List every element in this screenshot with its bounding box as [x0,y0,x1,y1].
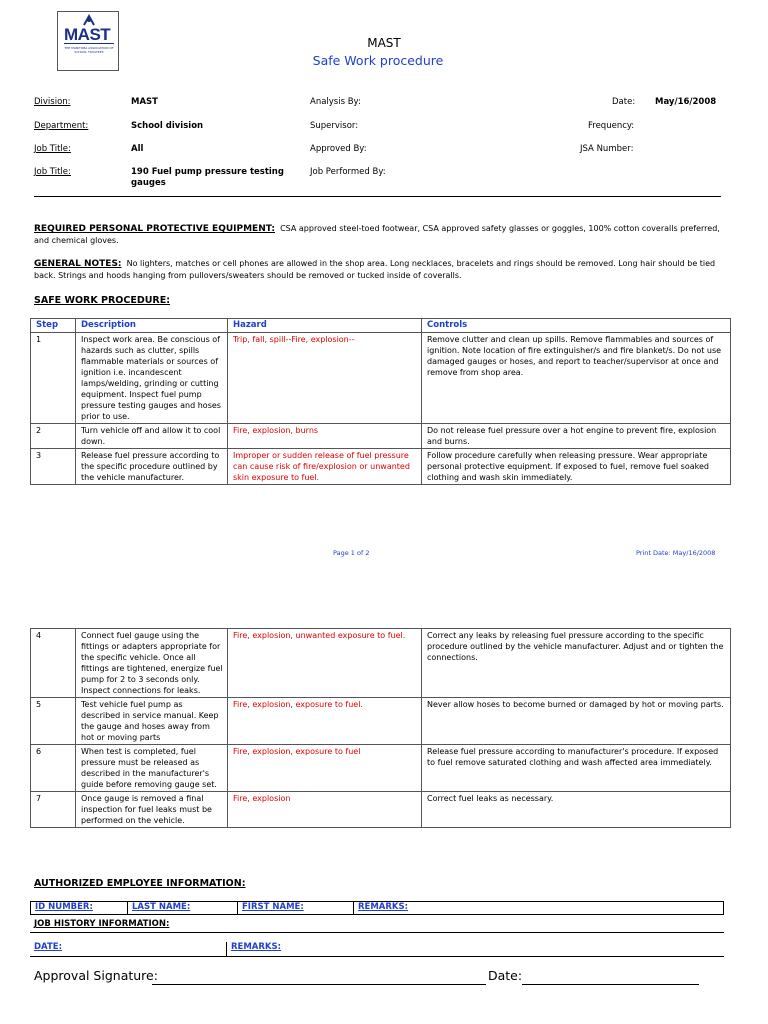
hazard-cell: Fire, explosion, burns [228,424,422,449]
general-notes-text: No lighters, matches or cell phones are allowed in the shop area. Long necklaces, bracelets and rings should be removed. Long hair should be tied back. Strings and hoods hanging from pullovers/sweaters should be removed or tucked inside of coveralls. [34,259,716,280]
hazard-cell: Fire, explosion, unwanted exposure to fuel. [228,629,422,698]
id-number-field[interactable]: ID NUMBER: [35,902,93,912]
table-row [31,745,731,792]
table-row [31,698,731,745]
job-history-remarks-field[interactable]: REMARKS: [231,942,282,952]
hazard-header: Hazard [228,319,422,333]
procedure-table-page-1 [30,318,731,485]
job-history-row [30,942,724,956]
hazard-cell: Fire, explosion, exposure to fuel [228,745,422,792]
date-value: May/16/2008 [655,97,717,107]
department-value: School division [131,121,204,131]
controls-cell: Remove clutter and clean up spills. Remove flammables and sources of ignition. Note location of fire extinguisher/s and fire blanket/s. Do not use damaged gauges or hoses, and report to teacher/supervisor at once and remove from shop area. [422,333,731,424]
job-history-bottom-line [30,956,724,957]
general-notes-paragraph [34,258,722,281]
controls-cell: Do not release fuel pressure over a hot engine to prevent fire, explosion and burns. [422,424,731,449]
analysis-by-label: Analysis By: [310,97,361,107]
controls-cell: Correct any leaks by releasing fuel pressure according to the specific procedure outlined by the vehicle manufacturer. Adjust and or tighten the connections. [422,629,731,698]
last-name-field[interactable]: LAST NAME: [127,902,190,914]
step-cell: 1 [31,333,76,424]
jsa-number-label: JSA Number: [580,144,634,154]
description-cell: Connect fuel gauge using the fittings or adapters appropriate for the specific vehicle. Once all fittings are tightened, energize fuel pump for 2 to 3 seconds only. Inspect connections for leaks. [76,629,228,698]
division-label: Division: [34,97,71,107]
header-divider [34,196,721,197]
description-cell: Test vehicle fuel pump as described in service manual. Keep the gauge and hoses away from hot or moving parts [76,698,228,745]
controls-header: Controls [422,319,731,333]
description-cell: When test is completed, fuel pressure must be released as described in the manufacturer's guide before removing gauge set. [76,745,228,792]
step-header: Step [31,319,76,333]
document-title: Safe Work procedure [312,53,444,68]
page-number: Page 1 of 2 [333,549,370,557]
signature-line[interactable] [152,984,486,985]
general-notes-heading: GENERAL NOTES: [34,259,122,269]
table-row [31,424,731,449]
step-cell: 3 [31,449,76,485]
job-title-label: Job Title: [34,144,71,154]
description-header: Description [76,319,228,333]
controls-cell: Follow procedure carefully when releasing pressure. Wear appropriate personal protective equipment. If exposed to fuel, remove fuel soaked clothing and wash skin immediately. [422,449,731,485]
job-title-2-label: Job Title: [34,167,71,177]
authorized-employee-heading: AUTHORIZED EMPLOYEE INFORMATION: [34,878,246,889]
approval-date-label: Date: [488,968,523,983]
safe-work-procedure-heading: SAFE WORK PROCEDURE: [34,295,171,306]
controls-cell: Correct fuel leaks as necessary. [422,792,731,828]
job-title-value: All [131,144,144,154]
job-history-date-field[interactable]: DATE: [34,942,62,952]
controls-cell: Release fuel pressure according to manufacturer's procedure. If exposed to fuel remove saturated clothing and wash affected area immediately. [422,745,731,792]
hazard-cell: Improper or sudden release of fuel pressure can cause risk of fire/explosion or unwanted skin exposure to fuel. [228,449,422,485]
division-value: MAST [131,97,158,107]
approval-date-line[interactable] [522,984,699,985]
step-cell: 5 [31,698,76,745]
hazard-cell: Fire, explosion [228,792,422,828]
job-history-top-line [30,932,724,933]
ppe-heading: REQUIRED PERSONAL PROTECTIVE EQUIPMENT: [34,224,275,234]
ppe-paragraph [34,223,722,246]
table-row [31,449,731,485]
first-name-field[interactable]: FIRST NAME: [237,902,304,914]
department-label: Department: [34,121,89,131]
print-date: Print Date: May/16/2008 [636,549,716,557]
frequency-label: Frequency: [588,121,635,131]
table-row [31,333,731,424]
controls-cell: Never allow hoses to become burned or damaged by hot or moving parts. [422,698,731,745]
ppe-text: CSA approved steel-toed footwear, CSA approved safety glasses or goggles, 100% cotton coveralls preferred, and chemical gloves. [34,224,720,245]
step-cell: 7 [31,792,76,828]
table-row [31,629,731,698]
description-cell: Release fuel pressure according to the specific procedure outlined by the vehicle manufacturer. [76,449,228,485]
authorized-employee-row [30,901,724,915]
logo-subtitle: THE MANITOBA ASSOCIATION OF SCHOOL TRUSTEES [64,46,114,54]
hazard-cell: Fire, explosion, exposure to fuel. [228,698,422,745]
hazard-cell: Trip, fall, spill--Fire, explosion-- [228,333,422,424]
table-header-row [31,319,731,333]
step-cell: 2 [31,424,76,449]
remarks-field[interactable]: REMARKS: [353,902,408,914]
job-title-2-value: 190 Fuel pump pressure testing gauges [131,167,284,188]
supervisor-label: Supervisor: [310,121,359,131]
description-cell: Once gauge is removed a final inspection for fuel leaks must be performed on the vehicle. [76,792,228,828]
procedure-table-page-2 [30,628,731,828]
job-history-heading: JOB HISTORY INFORMATION: [34,919,170,929]
table-row [31,792,731,828]
description-cell: Inspect work area. Be conscious of hazards such as clutter, spills flammable materials or sources of ignition i.e. incandescent lamps/welding, grinding or cutting equipment. Inspect fuel pump pressure testing gauges and hoses prior to use. [76,333,228,424]
logo-text: MAST [64,25,111,44]
job-performed-by-label: Job Performed By: [310,167,386,177]
step-cell: 4 [31,629,76,698]
description-cell: Turn vehicle off and allow it to cool down. [76,424,228,449]
approved-by-label: Approved By: [310,144,367,154]
date-label: Date: [612,97,636,107]
org-title: MAST [367,36,401,50]
step-cell: 6 [31,745,76,792]
approval-signature-label: Approval Signature: [34,968,158,983]
